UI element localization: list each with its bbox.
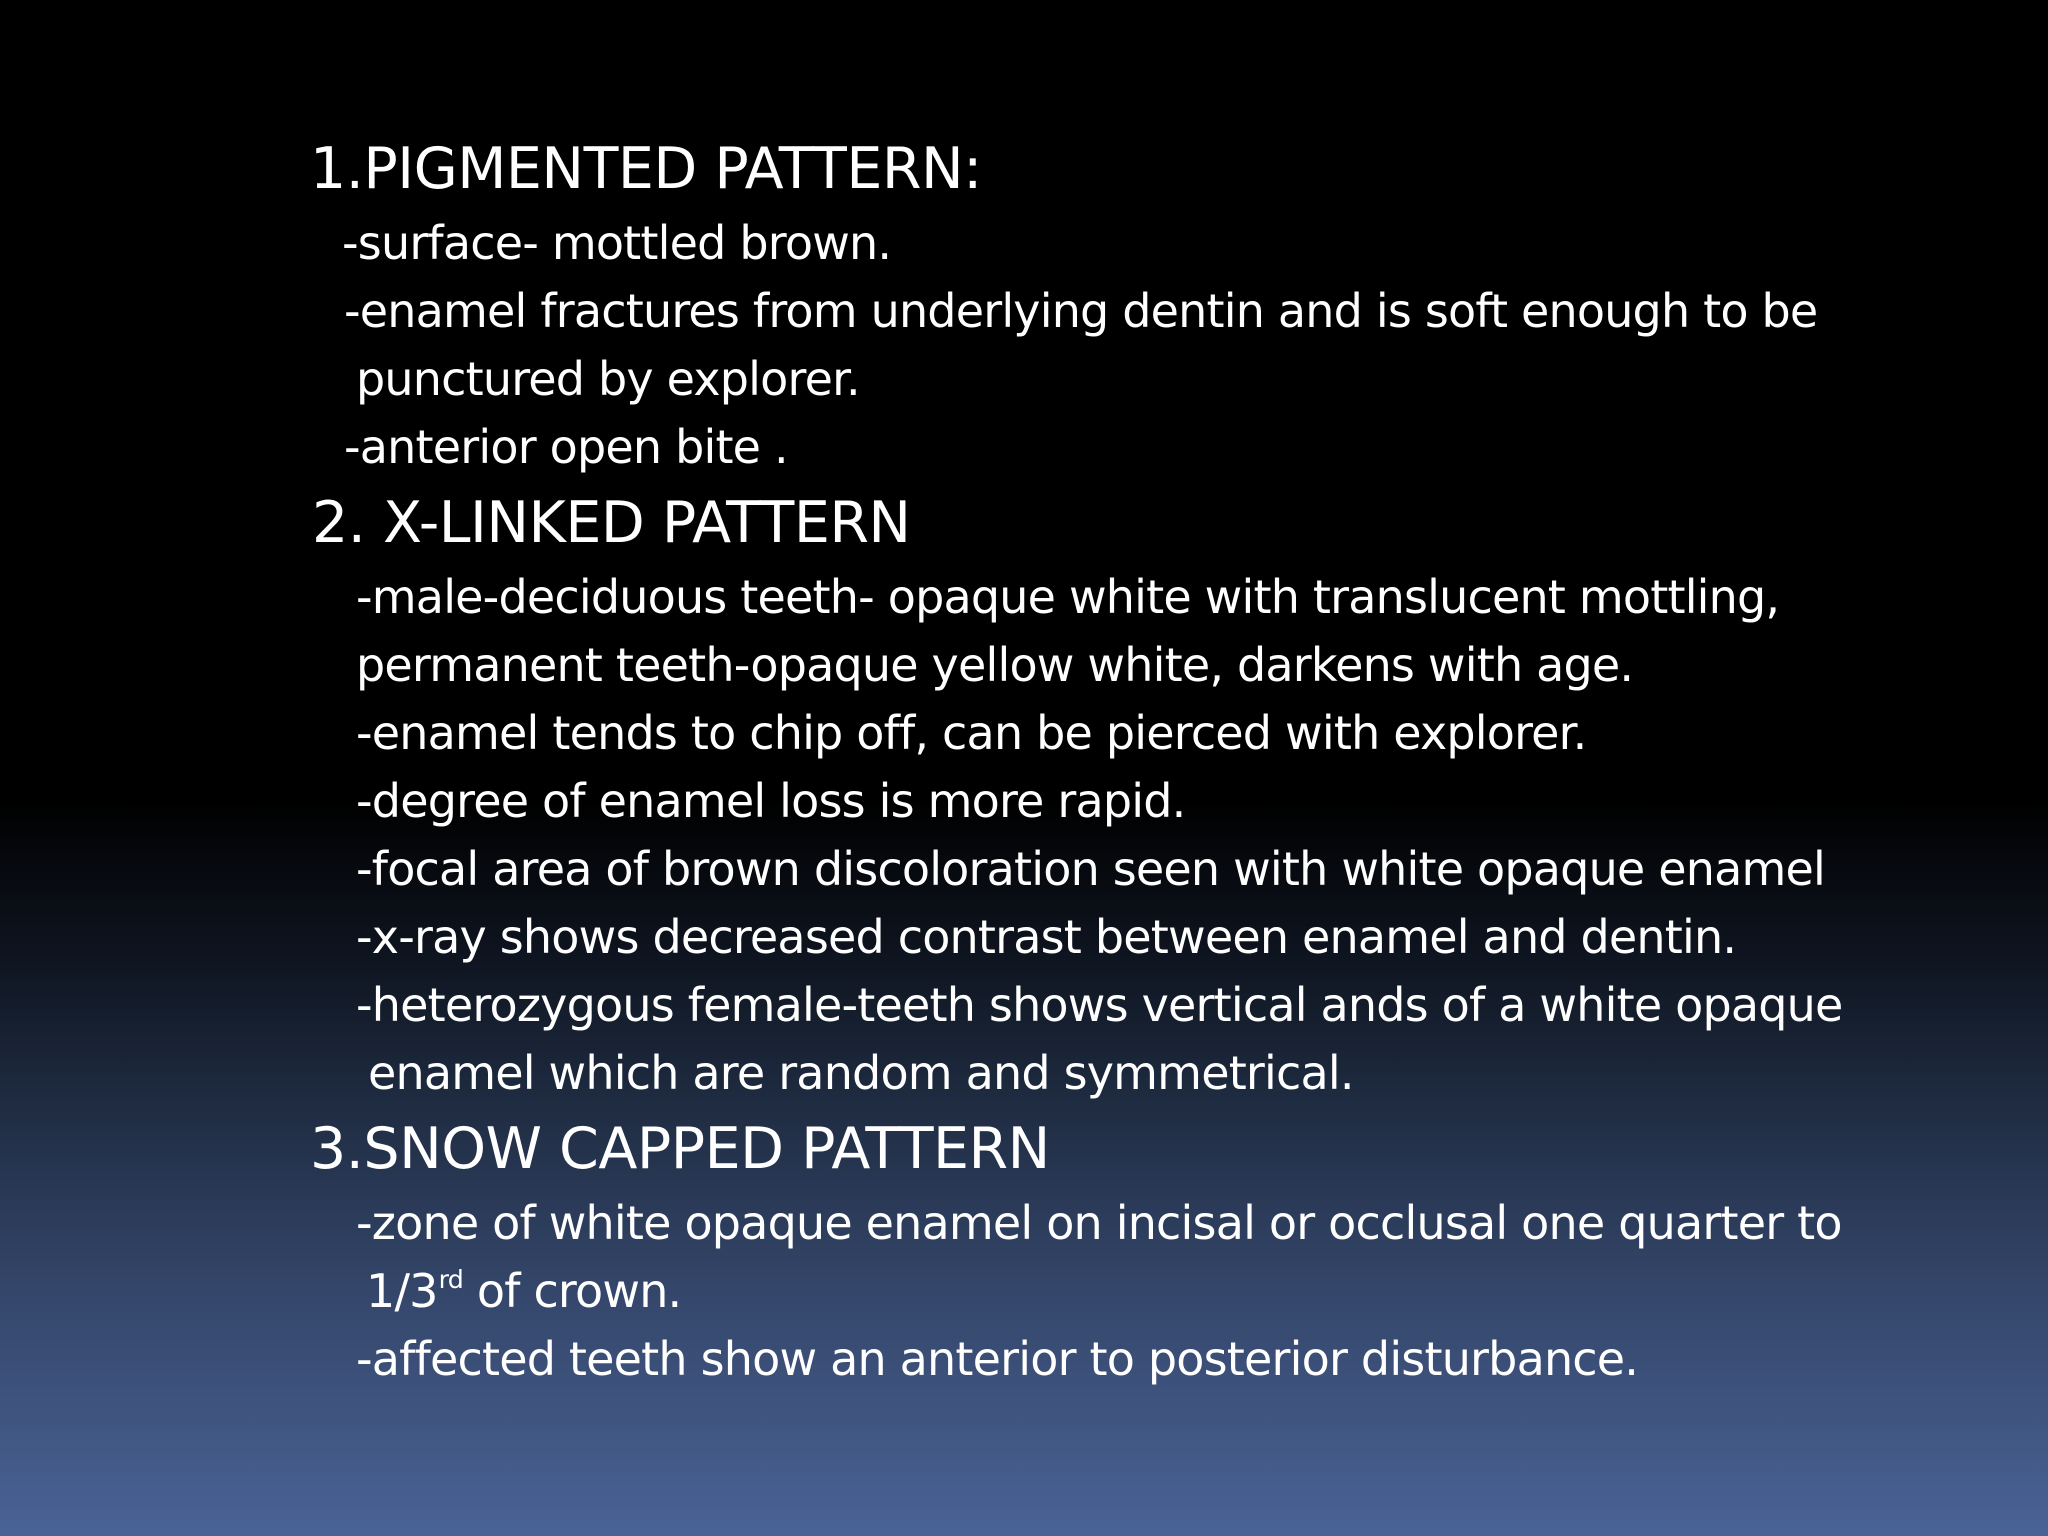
- x-linked-line-6: -x-ray shows decreased contrast between enamel and dentin.: [356, 910, 1737, 964]
- x-linked-line-8: enamel which are random and symmetrical.: [368, 1046, 1354, 1100]
- pigmented-line-4: -anterior open bite .: [344, 420, 788, 474]
- ordinal-superscript: rd: [438, 1265, 464, 1295]
- pigmented-line-1: -surface- mottled brown.: [342, 216, 892, 270]
- section-heading-pigmented: 1.PIGMENTED PATTERN:: [310, 136, 982, 202]
- pigmented-line-2: -enamel fractures from underlying dentin and is soft enough to be: [344, 284, 1818, 338]
- section-heading-snow-capped: 3.SNOW CAPPED PATTERN: [310, 1116, 1050, 1182]
- pigmented-line-3: punctured by explorer.: [356, 352, 860, 406]
- x-linked-line-3: -enamel tends to chip off, can be pierced with explorer.: [356, 706, 1587, 760]
- x-linked-line-4: -degree of enamel loss is more rapid.: [356, 774, 1186, 828]
- crown-text: of crown.: [463, 1264, 682, 1318]
- x-linked-line-7: -heterozygous female-teeth shows vertical ands of a white opaque: [356, 978, 1843, 1032]
- snow-capped-line-1: -zone of white opaque enamel on incisal or occlusal one quarter to: [356, 1196, 1842, 1250]
- x-linked-line-2: permanent teeth-opaque yellow white, darkens with age.: [356, 638, 1634, 692]
- section-heading-x-linked: 2. X-LINKED PATTERN: [312, 490, 911, 556]
- snow-capped-line-3: -affected teeth show an anterior to posterior disturbance.: [356, 1332, 1639, 1386]
- x-linked-line-1: -male-deciduous teeth- opaque white with translucent mottling,: [356, 570, 1780, 624]
- fraction-text: 1/3: [366, 1264, 438, 1318]
- snow-capped-line-2: [366, 1264, 681, 1318]
- x-linked-line-5: -focal area of brown discoloration seen with white opaque enamel: [356, 842, 1825, 896]
